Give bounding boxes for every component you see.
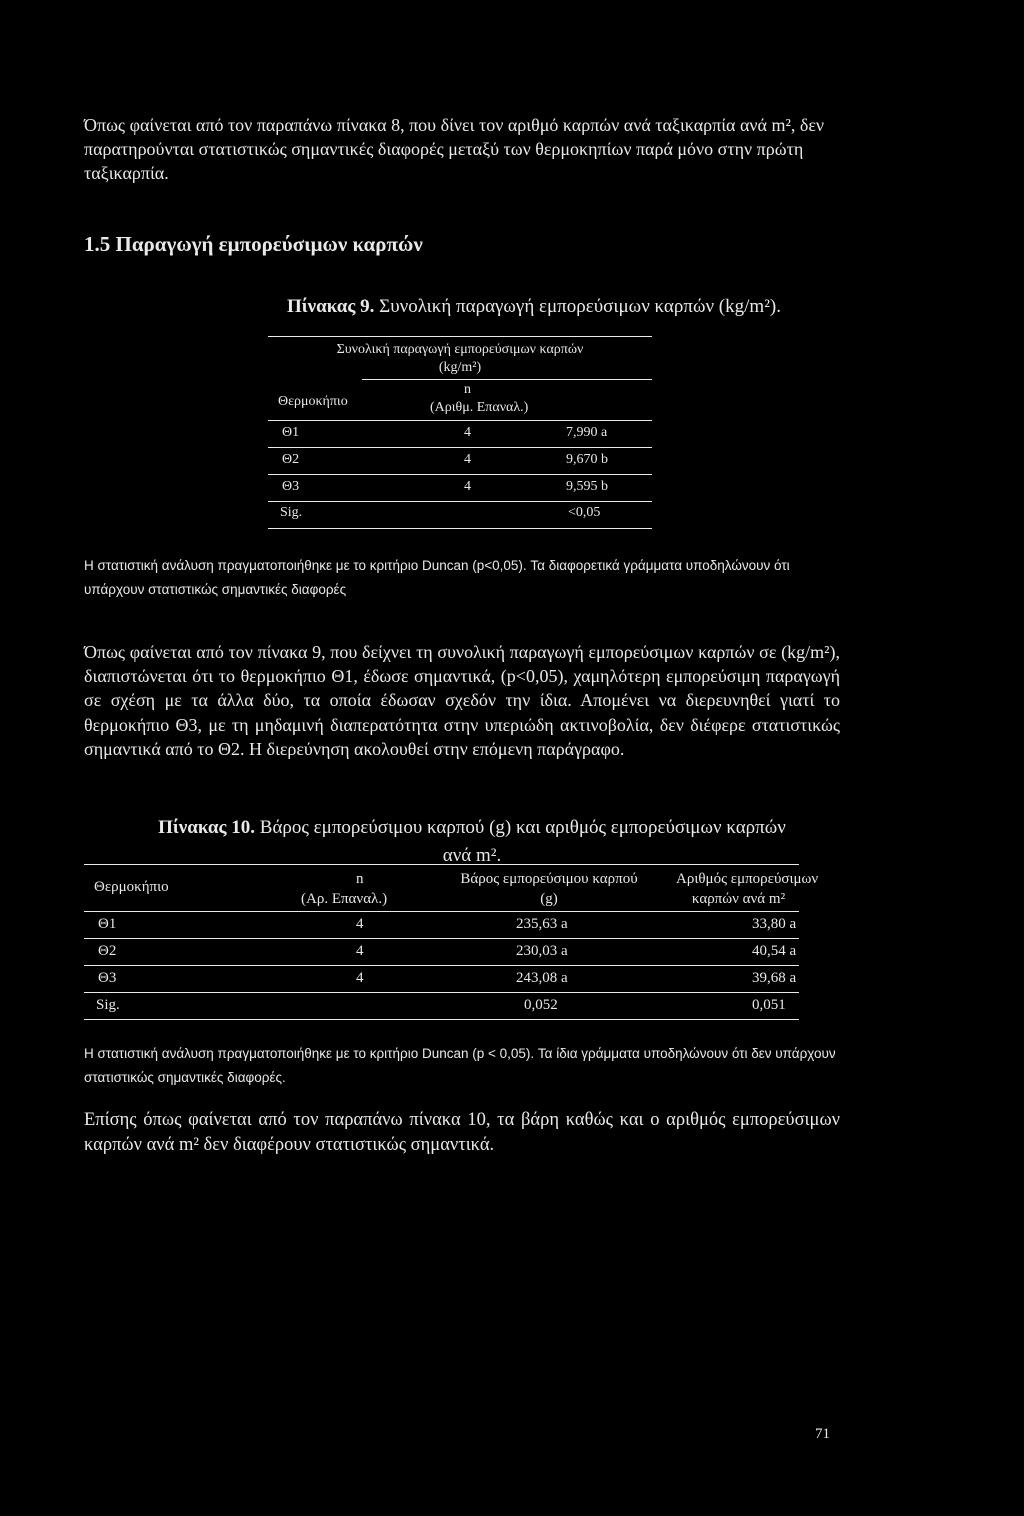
table10-col-weight-sub: (g)	[540, 891, 558, 907]
table9-note: Η στατιστική ανάλυση πραγματοποιήθηκε με το κριτήριο Duncan (p<0,05). Τα διαφορετικά γράμματα υποδηλώνουν ότι υπάρχουν στατιστικώς σημαντικές διαφορές	[84, 558, 790, 597]
table10-col-n: n	[356, 871, 364, 887]
table9	[268, 336, 652, 529]
table10-cell-greenhouse: Θ3	[98, 970, 117, 986]
table10	[84, 864, 819, 1020]
table9-row	[268, 448, 652, 474]
table9-cell-n: 4	[464, 425, 471, 440]
table10-sig-weight: 0,052	[524, 997, 558, 1013]
table9-col-n: n	[464, 382, 471, 397]
table10-col-greenhouse: Θερμοκήπιο	[94, 879, 169, 895]
table10-col-count-sub: καρπών ανά m²	[691, 891, 786, 907]
paragraph-conclusion: Επίσης όπως φαίνεται από τον παραπάνω πίνακα 10, τα βάρη καθώς και ο αριθμός εμπορεύσιμων καρπών ανά m² δεν διαφέρουν στατιστικώς σημαντικά.	[84, 1110, 840, 1155]
table9-cell-greenhouse: Θ3	[282, 479, 300, 494]
table10-cell-n: 4	[356, 970, 364, 986]
table9-group-header: Συνολική παραγωγή εμπορεύσιμων καρπών (kg/m²)	[336, 342, 584, 375]
table10-col-n-sub: (Αρ. Επαναλ.)	[301, 891, 388, 907]
table10-cell-weight: 243,08 a	[516, 970, 568, 986]
table10-caption-text: Βάρος εμπορεύσιμου καρπού (g) και αριθμός εμπορεύσιμων καρπών	[255, 817, 786, 838]
table9-caption	[287, 294, 781, 320]
table10-cell-weight: 235,63 a	[516, 916, 568, 932]
table10-cell-count: 33,80 a	[752, 916, 797, 932]
table9-cell-value: 9,595 b	[566, 479, 608, 494]
table9-sig-label: Sig.	[280, 505, 303, 520]
table10-caption	[102, 815, 842, 869]
table10-cell-count: 39,68 a	[752, 970, 797, 986]
table10-cell-weight: 230,03 a	[516, 943, 568, 959]
paragraph-discussion: Όπως φαίνεται από τον πίνακα 9, που δείχνει τη συνολική παραγωγή εμπορεύσιμων καρπών σε (kg/m²), διαπιστώνεται ότι το θερμοκήπιο Θ1, έδωσε σημαντικά, (p<0,05), χαμηλότερη εμπορεύσιμη παραγωγή σε σχέση με τα άλλα δύο, τα οποία έδωσαν σχεδόν την ίδια. Απομένει να διερευνηθεί γιατί το θερμοκήπιο Θ3, με τη μηδαμινή διαπερατότητα στην υπεριώδη ακτινοβολία, δεν διέφερε στατιστικώς σημαντικά από το Θ2. Η διερεύνηση ακολουθεί στην επόμενη παράγραφο.	[84, 642, 840, 759]
paragraph-intro: Όπως φαίνεται από τον παραπάνω πίνακα 8, που δίνει τον αριθμό καρπών ανά ταξικαρπία ανά m², δεν παρατηρούνται στατιστικώς σημαντικές διαφορές μεταξύ των θερμοκηπίων παρά μόνο στην πρώτη ταξικαρπία.	[84, 115, 825, 183]
table10-cell-greenhouse: Θ2	[98, 943, 117, 959]
table10-col-count: Αριθμός εμπορεύσιμων	[676, 871, 819, 887]
table10-row	[84, 912, 799, 938]
table9-cell-n: 4	[464, 479, 471, 494]
table9-row	[268, 421, 652, 447]
table10-cell-greenhouse: Θ1	[98, 916, 117, 932]
table9-cell-value: 7,990 a	[566, 425, 608, 440]
section-heading: 1.5 Παραγωγή εμπορεύσιμων καρπών	[84, 232, 423, 256]
table10-row	[84, 939, 799, 965]
table9-caption-label: Πίνακας 9.	[287, 296, 375, 317]
table10-caption-line2: ανά m².	[442, 845, 502, 866]
table9-sig-value: <0,05	[568, 505, 601, 520]
table10-row	[84, 966, 799, 992]
table10-sig-count: 0,051	[752, 997, 786, 1013]
table9-cell-greenhouse: Θ1	[282, 425, 300, 440]
table9-cell-n: 4	[464, 452, 471, 467]
table10-cell-count: 40,54 a	[752, 943, 797, 959]
table10-cell-n: 4	[356, 943, 364, 959]
table9-col-greenhouse: Θερμοκήπιο	[278, 394, 348, 409]
table10-cell-n: 4	[356, 916, 364, 932]
table9-cell-greenhouse: Θ2	[282, 452, 300, 467]
table10-col-weight: Βάρος εμπορεύσιμου καρπού	[460, 871, 638, 887]
table9-caption-text: Συνολική παραγωγή εμπορεύσιμων καρπών (kg/m²).	[374, 296, 781, 317]
table9-cell-value: 9,670 b	[566, 452, 608, 467]
table10-caption-label: Πίνακας 10.	[158, 817, 256, 838]
table10-sig-label: Sig.	[96, 997, 120, 1013]
table9-col-n-sub: (Αριθμ. Επαναλ.)	[430, 400, 529, 415]
page-number: 71	[815, 1426, 830, 1442]
table10-note: Η στατιστική ανάλυση πραγματοποιήθηκε με το κριτήριο Duncan (p < 0,05). Τα ίδια γράμματα υποδηλώνουν ότι δεν υπάρχουν στατιστικώς σημαντικές διαφορές.	[84, 1046, 836, 1085]
table9-row	[268, 475, 652, 501]
